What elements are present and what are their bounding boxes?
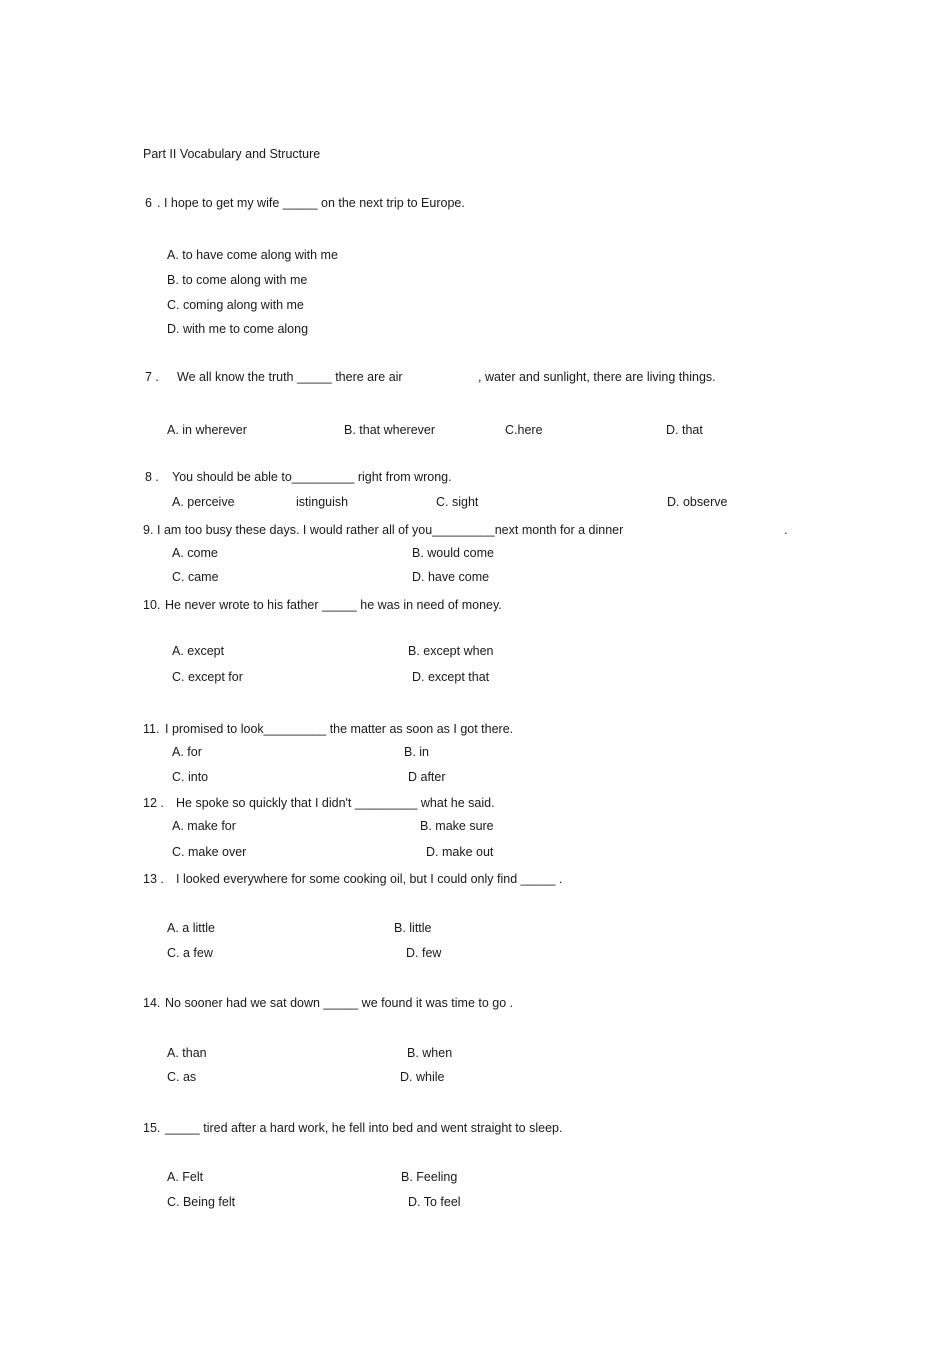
option-d: D. while: [400, 1070, 445, 1084]
question-number: 8 .: [145, 470, 159, 484]
option-c: C. sight: [436, 495, 479, 509]
option-b: B. little: [394, 921, 432, 935]
option-b: istinguish: [296, 495, 349, 509]
option-b: B. except when: [408, 644, 494, 658]
option-d: D. make out: [426, 845, 494, 859]
question-number: 13 .: [143, 872, 164, 886]
option-d: D. observe: [667, 495, 728, 509]
option-d: D after: [408, 770, 446, 784]
question-number: 10.: [143, 598, 161, 612]
option-c: C. came: [172, 570, 219, 584]
option-c: C. as: [167, 1070, 197, 1084]
option-c: C. Being felt: [167, 1195, 236, 1209]
option-c: C. coming along with me: [167, 298, 304, 312]
question-text: He never wrote to his father _____ he was in need of money.: [165, 598, 502, 612]
option-d: D. except that: [412, 670, 490, 684]
question-text: I am too busy these days. I would rather all of you_________next month for a dinner: [157, 523, 624, 537]
question-text: We all know the truth _____ there are air: [177, 370, 403, 384]
option-b: B. would come: [412, 546, 494, 560]
question-text: I promised to look_________ the matter as soon as I got there.: [165, 722, 514, 736]
question-text: He spoke so quickly that I didn't _________ what he said.: [176, 796, 495, 810]
question-text-end: .: [784, 523, 788, 537]
option-c: C. except for: [172, 670, 243, 684]
option-a: A. come: [172, 546, 218, 560]
option-a: A. except: [172, 644, 225, 658]
option-c: C. a few: [167, 946, 213, 960]
question-number: 12 .: [143, 796, 164, 810]
option-d: D. that: [666, 423, 703, 437]
question-text: No sooner had we sat down _____ we found it was time to go .: [165, 996, 514, 1010]
option-a: A. in wherever: [167, 423, 247, 437]
option-a: A. make for: [172, 819, 236, 833]
option-a: A. for: [172, 745, 202, 759]
option-d: D. with me to come along: [167, 322, 309, 336]
option-a: A. perceive: [172, 495, 235, 509]
question-number: 6: [145, 196, 152, 210]
option-d: D. few: [406, 946, 442, 960]
option-d: D. have come: [412, 570, 490, 584]
option-a: A. to have come along with me: [167, 248, 338, 262]
option-c: C. into: [172, 770, 209, 784]
option-b: B. Feeling: [401, 1170, 458, 1184]
section-title: Part II Vocabulary and Structure: [143, 147, 321, 161]
question-text-continued: , water and sunlight, there are living things.: [478, 370, 716, 384]
question-text: . I hope to get my wife _____ on the next trip to Europe.: [157, 196, 465, 210]
option-b: B. when: [407, 1046, 453, 1060]
option-d: D. To feel: [408, 1195, 461, 1209]
option-c: C.here: [505, 423, 543, 437]
option-b: B. that wherever: [344, 423, 436, 437]
option-c: C. make over: [172, 845, 247, 859]
question-number: 14.: [143, 996, 161, 1010]
question-text: _____ tired after a hard work, he fell into bed and went straight to sleep.: [165, 1121, 563, 1135]
question-number: 15.: [143, 1121, 161, 1135]
option-b: B. in: [404, 745, 430, 759]
question-number: 7 .: [145, 370, 159, 384]
option-b: B. to come along with me: [167, 273, 308, 287]
question-text: You should be able to_________ right from wrong.: [172, 470, 452, 484]
question-text: I looked everywhere for some cooking oil, but I could only find _____ .: [176, 872, 563, 886]
option-a: A. Felt: [167, 1170, 204, 1184]
question-number: 11.: [143, 722, 160, 736]
question-number: 9.: [143, 523, 154, 537]
option-a: A. a little: [167, 921, 215, 935]
option-a: A. than: [167, 1046, 207, 1060]
option-b: B. make sure: [420, 819, 494, 833]
